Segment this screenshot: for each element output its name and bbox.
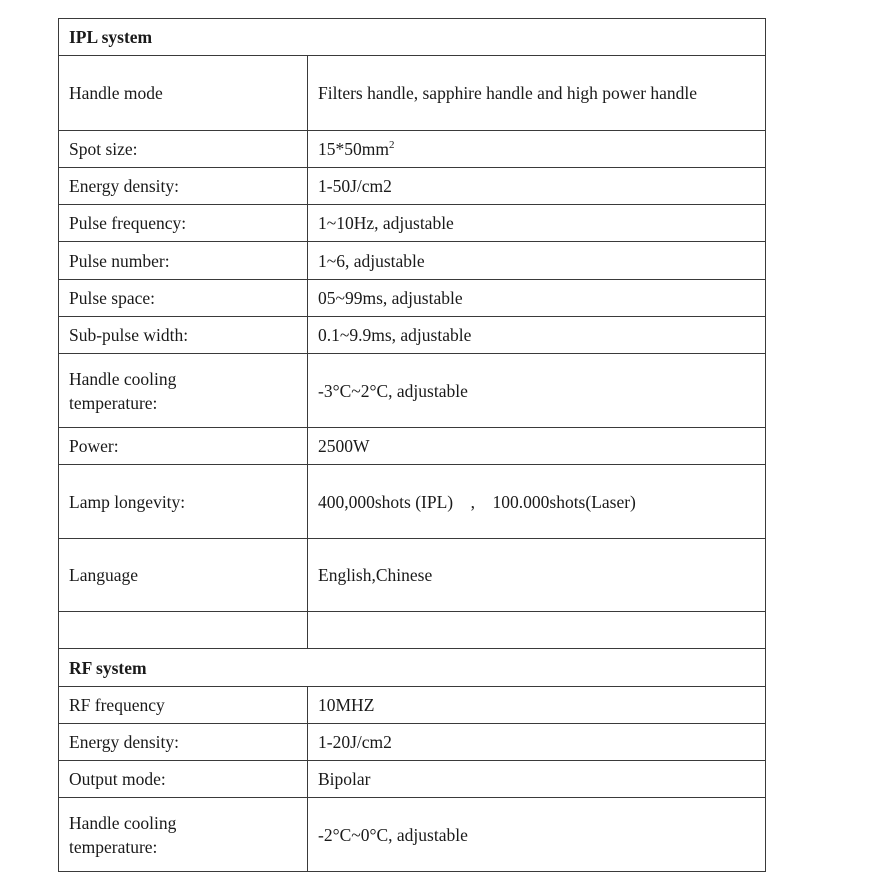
row-value: 10MHZ	[308, 687, 766, 724]
row-label: Energy density:	[59, 724, 308, 761]
table-row	[59, 539, 766, 612]
table-row	[59, 428, 766, 465]
value-text: 15*50mm	[318, 139, 389, 159]
row-label: Output mode:	[59, 761, 308, 798]
row-label: Spot size:	[59, 131, 308, 168]
row-label	[59, 354, 308, 428]
section-header-rf	[59, 649, 766, 687]
row-label	[59, 798, 308, 872]
row-label: Handle mode	[59, 56, 308, 131]
table-row	[59, 798, 766, 872]
row-value: -2°C~0°C, adjustable	[308, 798, 766, 872]
label-line: Handle cooling	[69, 812, 177, 833]
label-line: Handle cooling	[69, 368, 177, 389]
row-value: 1~6, adjustable	[308, 242, 766, 280]
row-label: Pulse frequency:	[59, 205, 308, 242]
spec-table	[58, 18, 766, 872]
section-header-ipl	[59, 19, 766, 56]
table-row	[59, 687, 766, 724]
row-label: Sub-pulse width:	[59, 317, 308, 354]
row-label: Pulse space:	[59, 280, 308, 317]
row-value: 2500W	[308, 428, 766, 465]
row-value: 0.1~9.9ms, adjustable	[308, 317, 766, 354]
table-row	[59, 465, 766, 539]
row-label: Energy density:	[59, 168, 308, 205]
label-line: temperature:	[69, 392, 158, 413]
table-row	[59, 724, 766, 761]
row-value: 1-20J/cm2	[308, 724, 766, 761]
table-row	[59, 354, 766, 428]
row-value	[308, 131, 766, 168]
table-row	[59, 761, 766, 798]
row-label: RF frequency	[59, 687, 308, 724]
superscript: 2	[388, 139, 395, 152]
row-value: 1~10Hz, adjustable	[308, 205, 766, 242]
row-value	[308, 612, 766, 649]
table-row	[59, 56, 766, 131]
section-title: IPL system	[59, 19, 766, 56]
table-row	[59, 317, 766, 354]
row-value: 05~99ms, adjustable	[308, 280, 766, 317]
label-line: temperature:	[69, 836, 158, 857]
row-label: Lamp longevity:	[59, 465, 308, 539]
row-value: 400,000shots (IPL) , 100.000shots(Laser)	[308, 465, 766, 539]
section-title: RF system	[59, 649, 766, 687]
row-label	[59, 612, 308, 649]
row-label: Power:	[59, 428, 308, 465]
table-row-empty	[59, 612, 766, 649]
row-value: Filters handle, sapphire handle and high power handle	[308, 56, 766, 131]
table-row	[59, 280, 766, 317]
row-label: Language	[59, 539, 308, 612]
table-row	[59, 168, 766, 205]
row-value: -3°C~2°C, adjustable	[308, 354, 766, 428]
row-value: 1-50J/cm2	[308, 168, 766, 205]
row-value: English,Chinese	[308, 539, 766, 612]
table-row	[59, 131, 766, 168]
table-row	[59, 205, 766, 242]
table-row	[59, 242, 766, 280]
row-label: Pulse number:	[59, 242, 308, 280]
row-value: Bipolar	[308, 761, 766, 798]
